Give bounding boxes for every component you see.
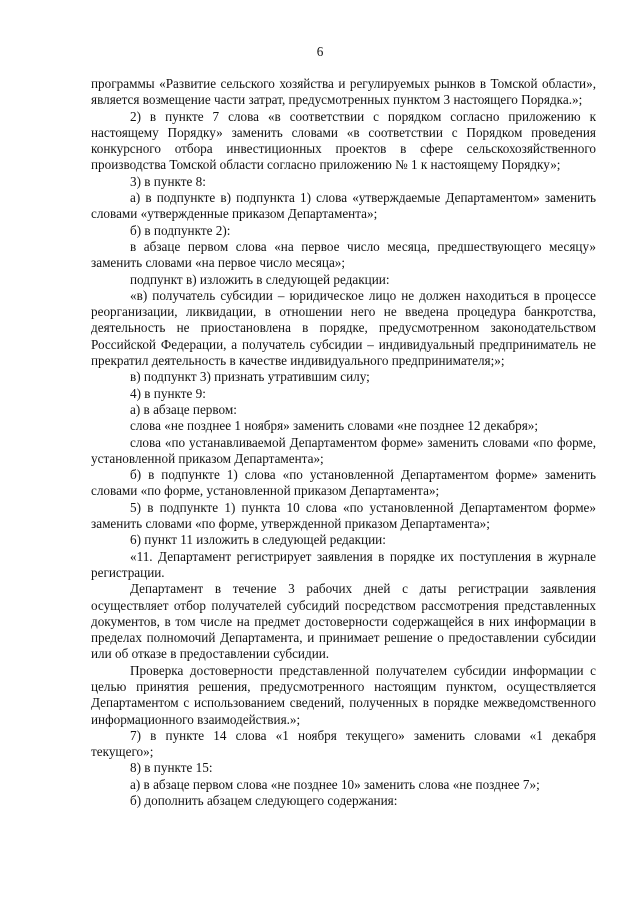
paragraph: 8) в пункте 15: — [130, 760, 213, 776]
paragraph: в) подпункт 3) признать утратившим силу; — [130, 369, 370, 385]
paragraph: 2) в пункте 7 слова «в соответствии с порядком согласно приложению к настоящему Порядку» заменить словами «в соответствии с Порядком проведения конкурсного отбора инвестиционных проектов в сфере сельскохозяйственного производства Томской области согласно приложению № 1 к настоящему Порядку»; — [91, 108, 596, 173]
paragraph: слова «не позднее 1 ноября» заменить словами «не позднее 12 декабря»; — [130, 418, 539, 434]
paragraph: б) дополнить абзацем следующего содержания: — [130, 793, 398, 809]
paragraph: Департамент в течение 3 рабочих дней с даты регистрации заявления осуществляет отбор получателей субсидий посредством рассмотрения представленных документов, в том числе на предмет достоверности содержащейся в них информации в пределах полномочий Департамента, и принимает решение о предоставлении субсидии или об отказе в предоставлении субсидии. — [91, 581, 596, 662]
paragraph: «в) получатель субсидии – юридическое лицо не должен находиться в процессе реорганизации, ликвидации, в отношении него не введена процедура банкротства, деятельность не приостановлена в порядке, предусмотренном законодательством Российской Федерации, а получатель субсидии – индивидуальный предприниматель не прекратил деятельность в качестве индивидуального предпринимателя;»; — [91, 287, 596, 369]
paragraph: а) в абзаце первом: — [130, 401, 237, 417]
document-body — [91, 76, 596, 809]
paragraph: 3) в пункте 8: — [130, 173, 206, 189]
paragraph: а) в абзаце первом слова «не позднее 10» заменить слова «не позднее 7»; — [130, 776, 540, 792]
paragraph: б) в подпункте 2): — [130, 222, 231, 238]
page-number: 6 — [316, 44, 324, 59]
paragraph: 4) в пункте 9: — [130, 385, 206, 401]
paragraph: подпункт в) изложить в следующей редакции: — [130, 271, 390, 287]
paragraph: «11. Департамент регистрирует заявления в порядке их поступления в журнале регистрации. — [91, 548, 596, 580]
paragraph: в абзаце первом слова «на первое число месяца, предшествующего месяцу» заменить словами «на первое число месяца»; — [91, 238, 596, 271]
paragraph: Проверка достоверности представленной получателем субсидии информации с целью принятия решения, предусмотренного настоящим пунктом, осуществляется Департаментом с использованием сведений, полученных в порядке межведомственного информационного взаимодействия.»; — [91, 662, 596, 727]
paragraph: 5) в подпункте 1) пункта 10 слова «по установленной Департаментом форме» заменить словами «по форме, утвержденной приказом Департамента»; — [91, 499, 596, 532]
paragraph: а) в подпункте в) подпункта 1) слова «утверждаемые Департаментом» заменить словами «утвержденные приказом Департамента»; — [91, 190, 596, 222]
paragraph: программы «Развитие сельского хозяйства и регулируемых рынков в Томской области», является возмещение части затрат, предусмотренных пунктом 3 настоящего Порядка.»; — [91, 76, 596, 108]
paragraph: слова «по устанавливаемой Департаментом форме» заменить словами «по форме, установленной приказом Департамента»; — [91, 434, 596, 466]
paragraph: б) в подпункте 1) слова «по установленной Департаментом форме» заменить словами «по форме, установленной приказом Департамента»; — [91, 467, 596, 499]
paragraph: 6) пункт 11 изложить в следующей редакции: — [130, 532, 386, 548]
paragraph: 7) в пункте 14 слова «1 ноября текущего» заменить словами «1 декабря текущего»; — [91, 727, 596, 760]
